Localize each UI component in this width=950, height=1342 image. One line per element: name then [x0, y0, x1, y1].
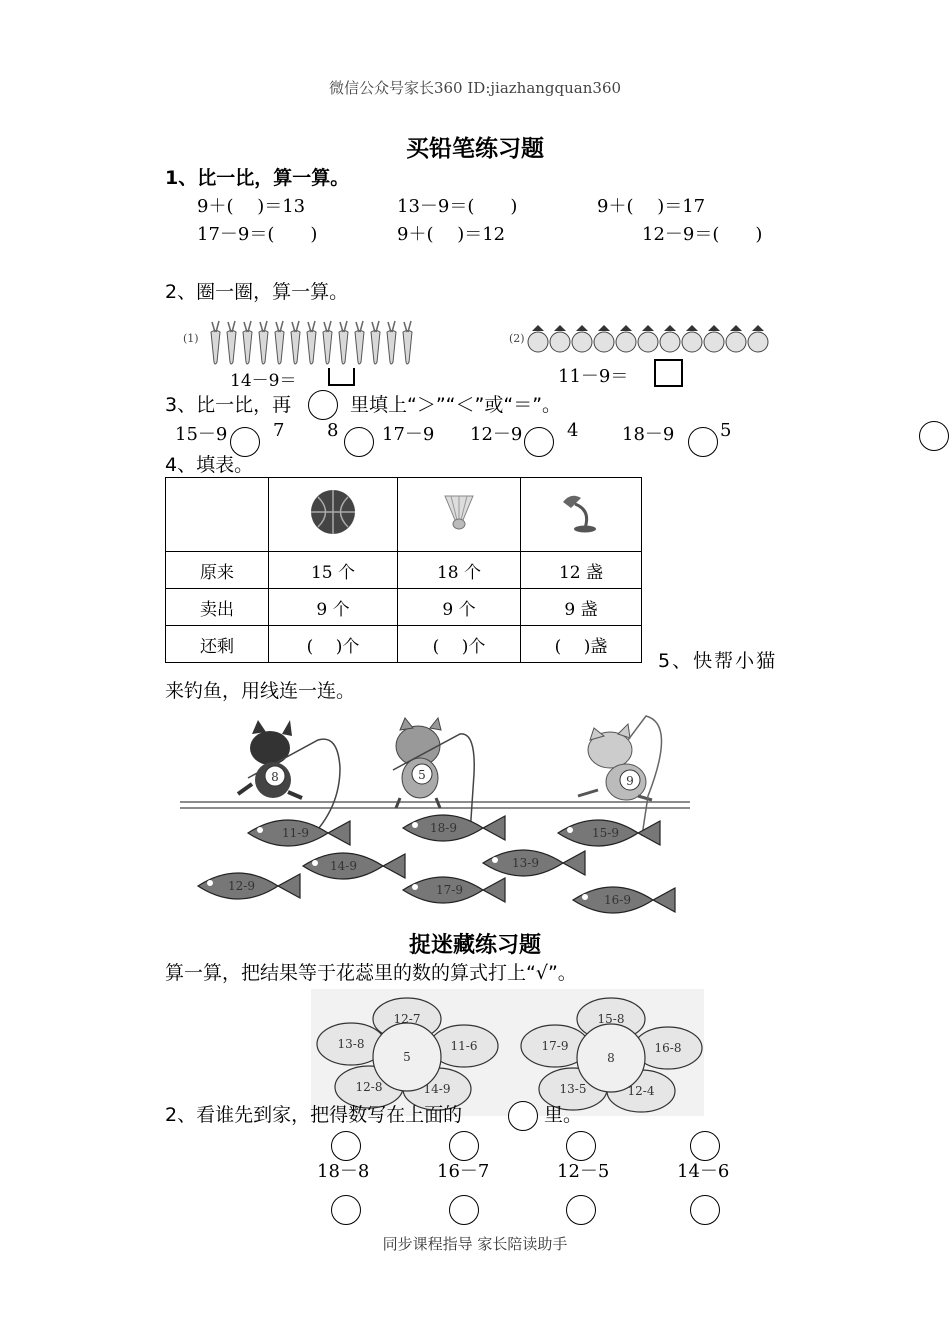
fishing-cats-image [178, 708, 693, 923]
q2-label-2: (2) [509, 332, 525, 345]
fish-label: 16-9 [604, 893, 631, 907]
q2-label-1: (1) [183, 332, 199, 345]
p2q2-heading: 2、看谁先到家，把得数写在上面的 [165, 1104, 463, 1126]
shuttlecock-icon [439, 492, 479, 532]
desk-lamp-icon [559, 490, 603, 534]
q2-heading: 2、圈一圈，算一算。 [165, 281, 349, 303]
table-header-cell [398, 478, 521, 552]
petal-label: 13-5 [559, 1082, 587, 1096]
answer-circle[interactable] [449, 1195, 479, 1225]
table-header-cell [269, 478, 398, 552]
table-header-cell [521, 478, 642, 552]
fish-label: 18-9 [430, 821, 457, 835]
answer-circle[interactable] [508, 1101, 538, 1131]
fish-label: 14-9 [330, 859, 357, 873]
strawberries-image [526, 322, 771, 358]
table-cell: 9 个 [269, 589, 398, 626]
row-label: 原来 [166, 552, 269, 589]
q1-item: 9＋( )＝12 [397, 224, 506, 245]
q1-heading: 1、比一比，算一算。 [165, 167, 350, 189]
row-label: 卖出 [166, 589, 269, 626]
q1-item: 12－9＝( ) [642, 224, 763, 245]
answer-circle[interactable] [331, 1195, 361, 1225]
p2q2-item: 14－6 [677, 1161, 730, 1182]
q3-right: 7 [273, 420, 285, 441]
q3-right: 5 [720, 420, 732, 441]
q5-heading-a: 5、快帮小猫 [658, 650, 778, 672]
page-footer: 同步课程指导 家长陪读助手 [382, 1235, 568, 1253]
section-title: 捉迷藏练习题 [408, 933, 541, 958]
table-cell: 9 盏 [521, 589, 642, 626]
q3-left: 18－9 [622, 424, 675, 445]
q1-item: 13－9＝( ) [397, 196, 518, 217]
table-cell: 18 个 [398, 552, 521, 589]
p2q2-item: 18－8 [317, 1161, 370, 1182]
table-corner [166, 478, 269, 552]
petal-label: 14-9 [423, 1082, 451, 1096]
table-cell: 15 个 [269, 552, 398, 589]
q3-left: 12－9 [470, 424, 523, 445]
radishes-image [203, 318, 423, 368]
answer-cell[interactable]: ( )个 [269, 626, 398, 663]
petal-label: 12-8 [355, 1080, 383, 1094]
stray-circle [919, 421, 949, 451]
petal-label: 15-8 [597, 1012, 625, 1026]
petal-label: 12-7 [393, 1012, 421, 1026]
fill-table [165, 477, 642, 663]
answer-cell[interactable]: ( )盏 [521, 626, 642, 663]
cat-number: 9 [626, 774, 634, 788]
q5-heading-b: 来钓鱼，用线连一连。 [165, 680, 356, 702]
cat-number: 8 [271, 770, 279, 784]
fish-label: 15-9 [592, 826, 619, 840]
petal-label: 17-9 [541, 1039, 569, 1053]
q3-heading-a: 3、比一比，再 [165, 394, 292, 416]
flowers-image [311, 989, 704, 1116]
petal-label: 11-6 [450, 1039, 478, 1053]
q3-right: 4 [567, 420, 579, 441]
basketball-icon [308, 487, 358, 537]
q3-left: 15－9 [175, 424, 228, 445]
answer-box[interactable] [328, 368, 355, 386]
q3-left: 8 [327, 420, 339, 441]
q1-item: 9＋( )＝13 [197, 196, 306, 217]
q2-eq-1: 14－9＝ [230, 371, 297, 391]
petal-label: 16-8 [654, 1041, 682, 1055]
q2-eq-2: 11－9＝ [558, 366, 629, 387]
answer-circle[interactable] [690, 1195, 720, 1225]
p2q2-item: 12－5 [557, 1161, 610, 1182]
answer-circle[interactable] [566, 1195, 596, 1225]
q1-item: 17－9＝( ) [197, 224, 318, 245]
answer-circle[interactable] [524, 427, 554, 457]
petal-label: 12-4 [627, 1084, 655, 1098]
page-header: 微信公众号家长360 ID:jiazhangquan360 [328, 79, 622, 97]
fish-label: 13-9 [512, 856, 539, 870]
answer-circle[interactable] [308, 390, 338, 420]
table-cell: 9 个 [398, 589, 521, 626]
p2q1-heading: 算一算，把结果等于花蕊里的数的算式打上“√”。 [165, 962, 577, 984]
q3-heading-b: 里填上“＞”“＜”或“＝”。 [350, 394, 562, 416]
p2q2-item: 16－7 [437, 1161, 490, 1182]
flower-center: 5 [403, 1050, 411, 1064]
fish-label: 12-9 [228, 879, 255, 893]
fish-label: 17-9 [436, 883, 463, 897]
answer-circle[interactable] [344, 427, 374, 457]
answer-cell[interactable]: ( )个 [398, 626, 521, 663]
petal-label: 13-8 [337, 1037, 365, 1051]
table-cell: 12 盏 [521, 552, 642, 589]
cat-3 [578, 716, 662, 836]
answer-circle[interactable] [688, 427, 718, 457]
flower-center: 8 [607, 1051, 615, 1065]
p2q2-heading-tail: 里。 [544, 1104, 583, 1126]
cat-number: 5 [418, 768, 426, 782]
q4-heading: 4、填表。 [165, 454, 254, 476]
fish-label: 11-9 [282, 826, 309, 840]
row-label: 还剩 [166, 626, 269, 663]
q3-right: 17－9 [382, 424, 435, 445]
q1-item: 9＋( )＝17 [597, 196, 706, 217]
answer-box[interactable] [654, 359, 683, 387]
page-title: 买铅笔练习题 [406, 136, 544, 162]
